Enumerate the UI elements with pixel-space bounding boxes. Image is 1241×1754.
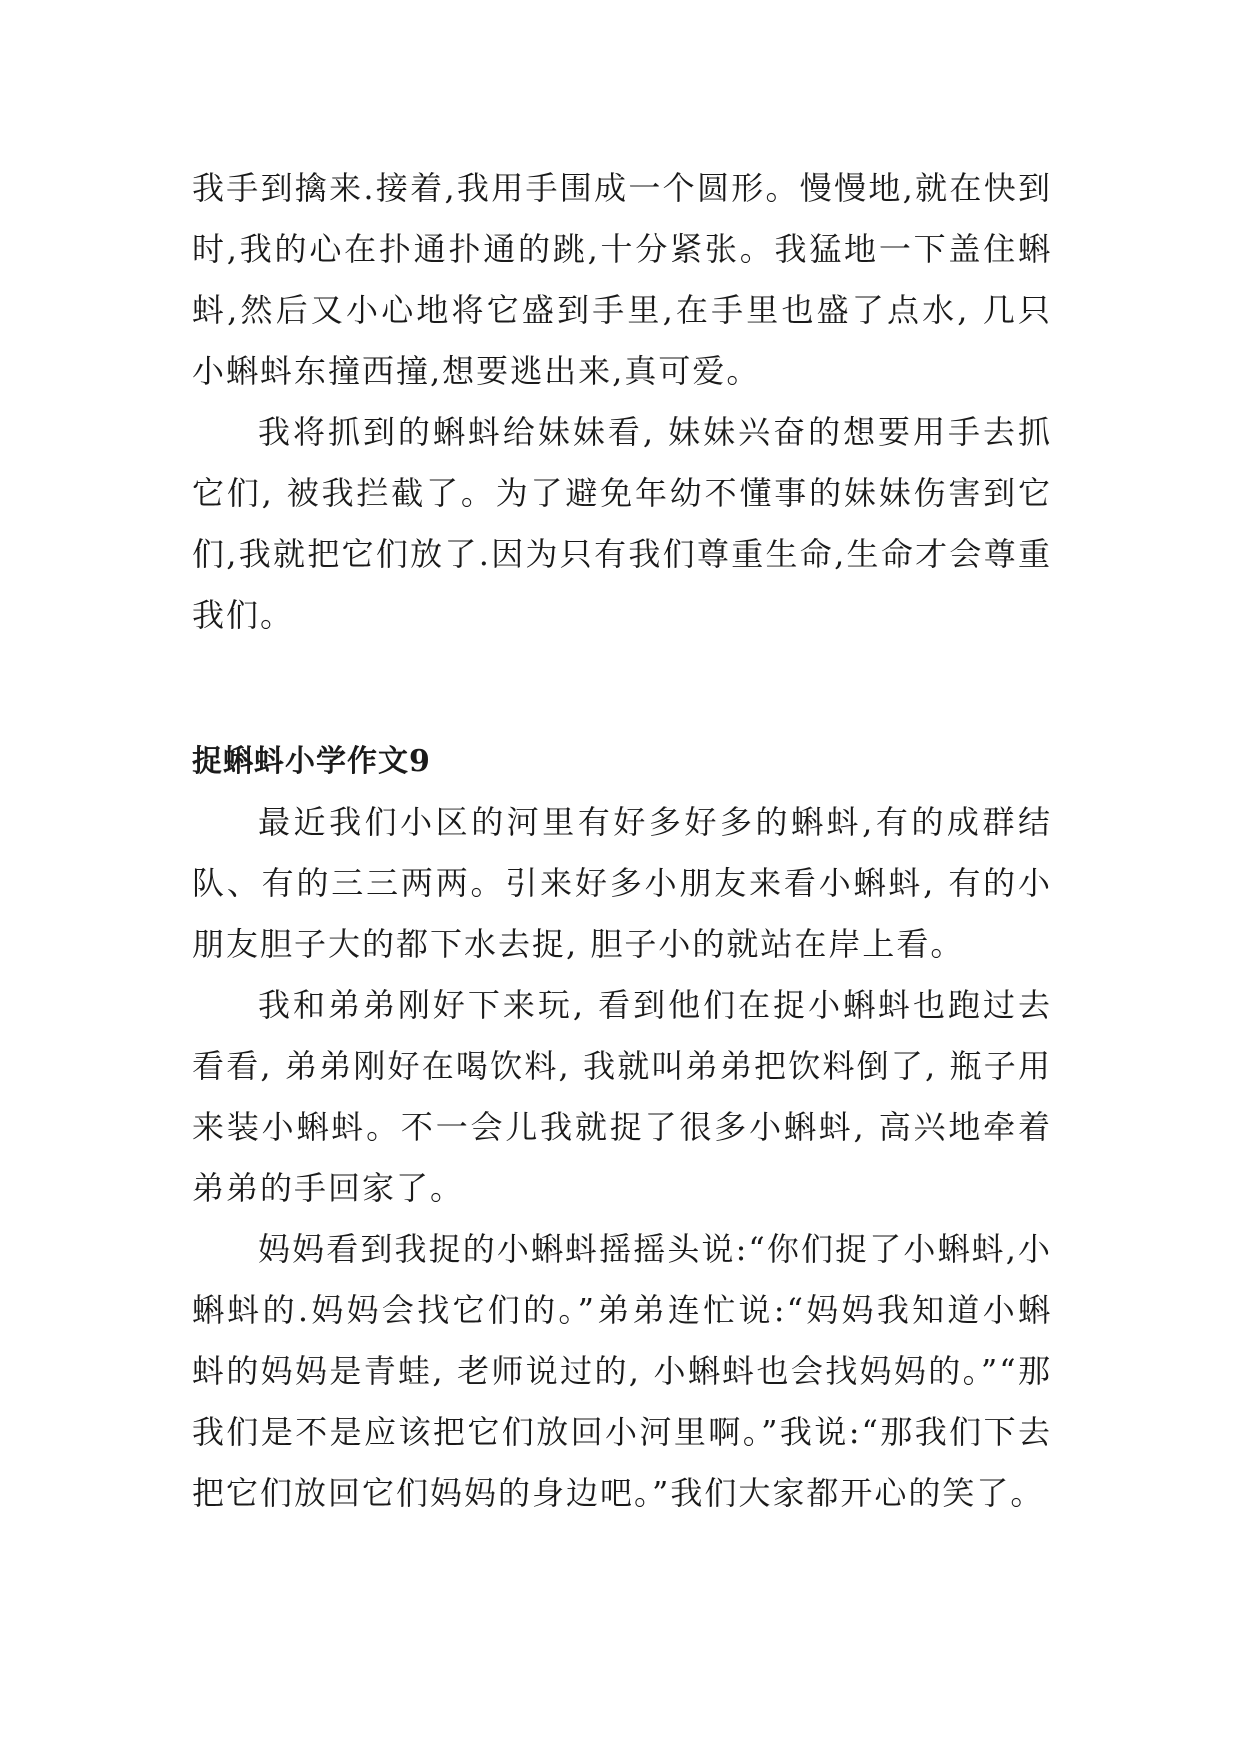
paragraph: 我将抓到的蝌蚪给妹妹看, 妹妹兴奋的想要用手去抓它们, 被我拦截了。为了避免年幼不懂事的妹妹伤害到它们,我就把它们放了.因为只有我们尊重生命,生命才会尊重我们。 bbox=[192, 413, 1052, 634]
paragraph: 最近我们小区的河里有好多好多的蝌蚪,有的成群结队、有的三三两两。引来好多小朋友来看小蝌蚪, 有的小朋友胆子大的都下水去捉, 胆子小的就站在岸上看。 bbox=[192, 803, 1052, 963]
paragraph: 妈妈看到我捉的小蝌蚪摇摇头说:“你们捉了小蝌蚪,小蝌蚪的.妈妈会找它们的。”弟弟连忙说:“妈妈我知道小蝌蚪的妈妈是青蛙, 老师说过的, 小蝌蚪也会找妈妈的。”“那我们是不是应该把它们放回小河里啊。”我说:“那我们下去把它们放回它们妈妈的身边吧。”我们大家都开心的笑了。 bbox=[192, 1230, 1052, 1512]
paragraph: 我和弟弟刚好下来玩, 看到他们在捉小蝌蚪也跑过去看看, 弟弟刚好在喝饮料, 我就叫弟弟把饮料倒了, 瓶子用来装小蝌蚪。不一会儿我就捉了很多小蝌蚪, 高兴地牵着弟弟的手回家了。 bbox=[192, 986, 1052, 1207]
paragraph-continued: 我手到擒来.接着,我用手围成一个圆形。慢慢地,就在快到时,我的心在扑通扑通的跳,十分紧张。我猛地一下盖住蝌蚪,然后又小心地将它盛到手里,在手里也盛了点水, 几只小蝌蚪东撞西撞,想要逃出来,真可爱。 bbox=[192, 169, 1052, 390]
document-body bbox=[192, 158, 1052, 1524]
section-title: 捉蝌蚪小学作文9 bbox=[192, 744, 431, 779]
